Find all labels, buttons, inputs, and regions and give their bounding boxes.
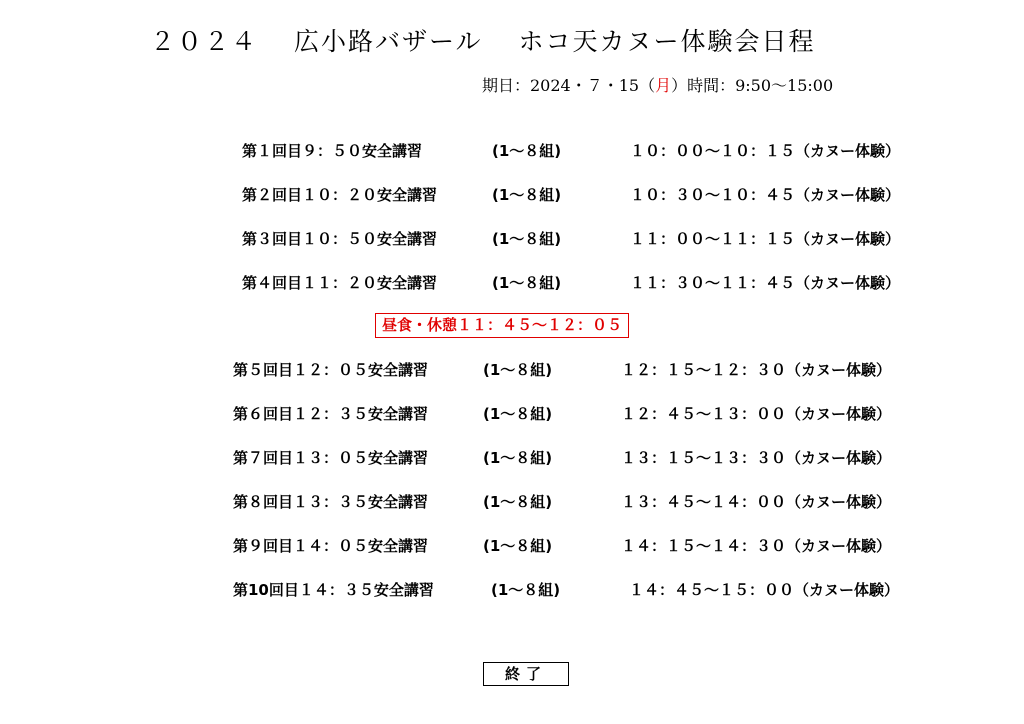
groups-label: (1～８組) — [483, 361, 553, 379]
session-label: 第１回目９：５０安全講習 — [242, 142, 423, 160]
title-year: ２０２４ — [150, 27, 259, 56]
experience-label: １１：００～１１：１５（カヌー体験） — [630, 230, 901, 248]
experience-label: １２：１５～１２：３０（カヌー体験） — [621, 361, 892, 379]
page-title — [150, 22, 816, 58]
groups-label: (1～８組) — [492, 186, 562, 204]
session-label: 第７回目１３：０５安全講習 — [233, 449, 429, 467]
session-label: 第２回目１０：２０安全講習 — [242, 186, 438, 204]
session-label: 第５回目１２：０５安全講習 — [233, 361, 429, 379]
session-label: 第10回目１４：３５安全講習 — [233, 581, 434, 599]
title-event: 広小路バザール — [294, 27, 483, 56]
experience-label: １４：４５～１５：００（カヌー体験） — [629, 581, 900, 599]
experience-label: １３：１５～１３：３０（カヌー体験） — [621, 449, 892, 467]
session-label: 第４回目１１：２０安全講習 — [242, 274, 438, 292]
session-label: 第８回目１３：３５安全講習 — [233, 493, 429, 511]
session-label: 第６回目１２：３５安全講習 — [233, 405, 429, 423]
session-label: 第９回目１４：０５安全講習 — [233, 537, 429, 555]
experience-label: １１：３０～１１：４５（カヌー体験） — [630, 274, 901, 292]
groups-label: (1～８組) — [483, 449, 553, 467]
title-name: ホコ天カヌー体験会日程 — [518, 27, 816, 56]
session-label: 第３回目１０：５０安全講習 — [242, 230, 438, 248]
experience-label: １２：４５～１３：００（カヌー体験） — [621, 405, 892, 423]
groups-label: (1～８組) — [483, 493, 553, 511]
weekday-text: 月 — [655, 76, 672, 95]
groups-label: (1～８組) — [483, 405, 553, 423]
date-text: 期日：2024・７・15（ — [482, 76, 656, 95]
experience-label: １４：１５～１４：３０（カヌー体験） — [621, 537, 892, 555]
groups-label: (1～８組) — [492, 142, 562, 160]
experience-label: １３：４５～１４：００（カヌー体験） — [621, 493, 892, 511]
groups-label: (1～８組) — [491, 581, 561, 599]
experience-label: １０：３０～１０：４５（カヌー体験） — [630, 186, 901, 204]
date-time-line — [482, 73, 833, 96]
experience-label: １０：００～１０：１５（カヌー体験） — [630, 142, 901, 160]
groups-label: (1～８組) — [492, 230, 562, 248]
groups-label: (1～８組) — [492, 274, 562, 292]
end-label: 終了 — [483, 662, 569, 686]
time-text: ）時間：9:50～15:00 — [671, 76, 834, 95]
lunch-break-banner: 昼食・休憩１１：４５～１２：０５ — [375, 313, 629, 338]
groups-label: (1～８組) — [483, 537, 553, 555]
